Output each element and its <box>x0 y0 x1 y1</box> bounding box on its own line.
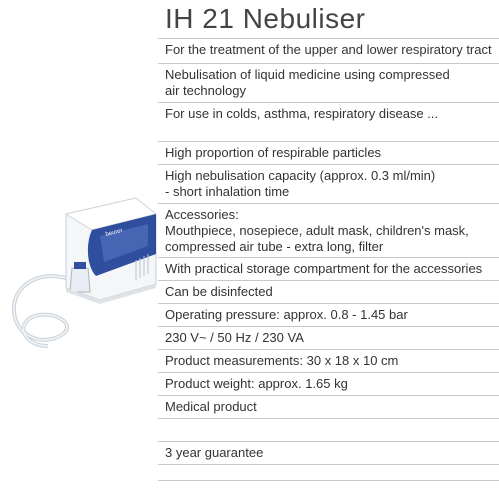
feature-text: High proportion of respirable particles <box>165 145 382 160</box>
feature-list <box>158 38 499 481</box>
brand-logo: beurer <box>105 227 124 238</box>
nebuliser-product-image <box>8 196 158 376</box>
nebuliser-cup <box>70 268 90 292</box>
nebuliser-cap <box>74 262 86 269</box>
feature-text: High nebulisation capacity (approx. 0.3 ml/min) - short inhalation time <box>165 168 436 199</box>
feature-text: Product weight: approx. 1.65 kg <box>165 376 348 391</box>
feature-text: For use in colds, asthma, respiratory disease ... <box>165 106 439 121</box>
feature-text: Product measurements: 30 x 18 x 10 cm <box>165 353 399 368</box>
feature-row <box>158 141 499 164</box>
feature-row <box>158 102 499 141</box>
feature-text: Medical product <box>165 399 257 414</box>
feature-row <box>158 38 499 63</box>
feature-row <box>158 395 499 418</box>
feature-row <box>158 326 499 349</box>
feature-row <box>158 349 499 372</box>
feature-text: 230 V~ / 50 Hz / 230 VA <box>165 330 304 345</box>
feature-text: 3 year guarantee <box>165 445 264 460</box>
feature-row <box>158 441 499 464</box>
feature-text: With practical storage compartment for the accessories <box>165 261 483 276</box>
feature-row <box>158 203 499 257</box>
feature-row <box>158 280 499 303</box>
feature-row <box>158 303 499 326</box>
feature-row <box>158 372 499 395</box>
feature-text: Can be disinfected <box>165 284 273 299</box>
feature-text: Operating pressure: approx. 0.8 - 1.45 bar <box>165 307 408 322</box>
feature-row <box>158 257 499 280</box>
feature-row <box>158 418 499 441</box>
feature-row <box>158 63 499 102</box>
feature-text: Accessories: Mouthpiece, nosepiece, adult mask, children's mask, compressed air tube - extra long, filter <box>165 207 469 254</box>
feature-text: For the treatment of the upper and lower respiratory tract <box>165 42 492 57</box>
feature-text: Nebulisation of liquid medicine using compressed air technology <box>165 67 450 98</box>
feature-row <box>158 164 499 203</box>
feature-row <box>158 464 499 481</box>
product-title: IH 21 Nebuliser <box>165 3 366 34</box>
